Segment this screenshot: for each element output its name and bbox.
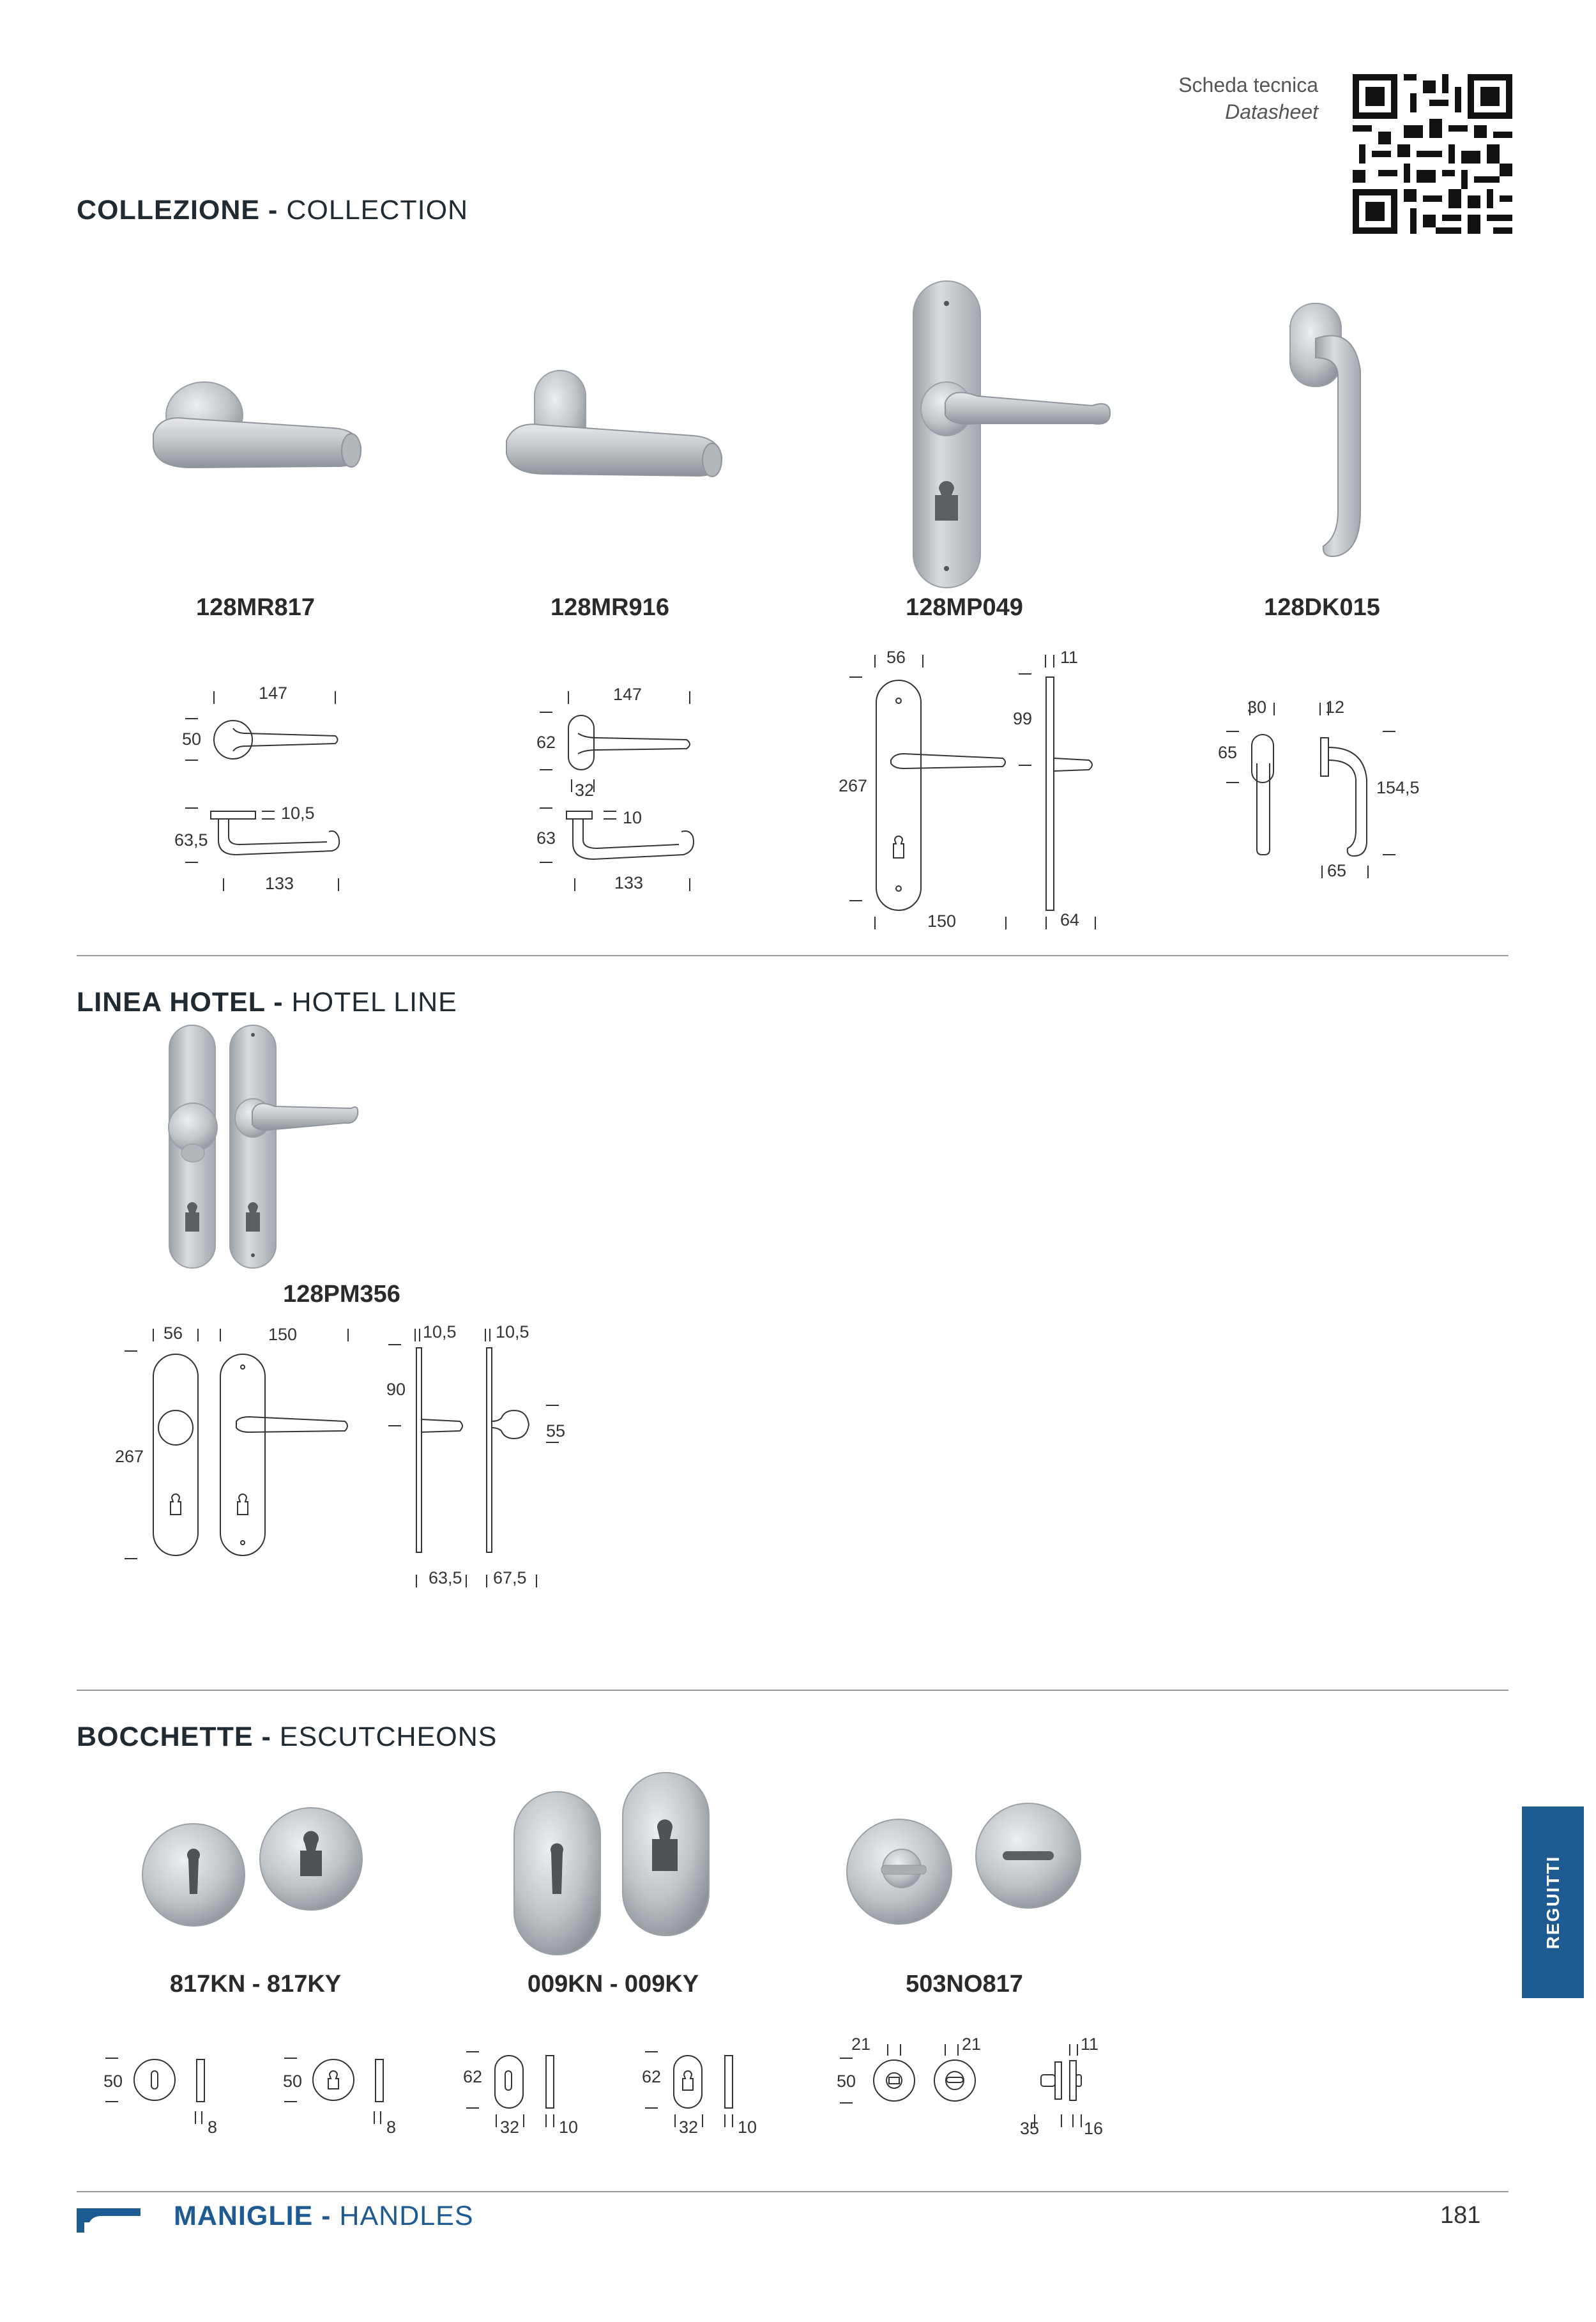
- section-title-hotel: [77, 987, 457, 1018]
- dim-label: 133: [614, 873, 644, 892]
- section-title-collection: [77, 195, 468, 226]
- dim-label: 8: [208, 2118, 218, 2137]
- product-code-128dk015: 128DK015: [1264, 594, 1380, 621]
- section-title-light: ESCUTCHEONS: [271, 1722, 498, 1752]
- dim-label: 55: [546, 1421, 566, 1440]
- dim-label: 65: [1218, 743, 1238, 762]
- dim-label: 147: [259, 684, 288, 703]
- datasheet-label-en: Datasheet: [1225, 100, 1318, 123]
- section-title-light: COLLECTION: [278, 195, 469, 225]
- dim-label: 133: [265, 874, 294, 893]
- dim-label: 147: [613, 685, 642, 704]
- product-code-128mr916: 128MR916: [551, 594, 669, 621]
- dim-label: 150: [268, 1325, 298, 1344]
- dim-label: 62: [463, 2067, 483, 2086]
- dim-label: 267: [115, 1447, 144, 1466]
- dim-label: 56: [886, 648, 906, 667]
- dim-label: 11: [1081, 2035, 1099, 2054]
- escutcheon-photo-503no817: [843, 1795, 1092, 1936]
- section-divider: [77, 1690, 1509, 1691]
- footer-divider: [77, 2191, 1509, 2192]
- brand-logo-icon: [77, 2208, 141, 2233]
- drawing-128pm356: [121, 1322, 581, 1597]
- page-number: 181: [1440, 2202, 1481, 2229]
- escutcheon-photo-009kn-009ky: [508, 1769, 718, 1961]
- dim-label: 65: [1327, 861, 1347, 880]
- footer-title-light: HANDLES: [331, 2201, 474, 2231]
- section-title-bold: COLLEZIONE -: [77, 195, 278, 225]
- brand-side-tab-label: REGUITTI: [1542, 1855, 1563, 1950]
- dim-label: 12: [1325, 698, 1345, 717]
- dim-label: 99: [1013, 709, 1033, 728]
- handle-photo-128mp049: [907, 278, 1124, 591]
- section-title-bold: BOCCHETTE -: [77, 1722, 271, 1752]
- datasheet-label-it: Scheda tecnica: [1178, 73, 1318, 96]
- dim-label: 10,5: [423, 1322, 457, 1341]
- dim-label: 50: [837, 2072, 856, 2091]
- dim-label: 150: [927, 912, 957, 931]
- dim-label: 50: [283, 2072, 303, 2091]
- dim-label: 63,5: [174, 830, 208, 850]
- dim-label: 11: [1060, 648, 1079, 667]
- dim-label: 35: [1020, 2119, 1040, 2138]
- dim-label: 267: [839, 776, 868, 795]
- handle-photo-128mr916: [495, 358, 738, 511]
- footer-title-bold: MANIGLIE -: [174, 2201, 331, 2231]
- dim-label: 67,5: [493, 1568, 527, 1587]
- dim-label: 10: [559, 2118, 579, 2137]
- dim-label: 10: [623, 808, 642, 827]
- product-code-009kn-009ky: 009KN - 009KY: [527, 1971, 699, 1997]
- dim-label: 63,5: [429, 1568, 462, 1587]
- dim-label: 50: [103, 2072, 123, 2091]
- escutcheon-photo-817kn-817ky: [137, 1798, 374, 1939]
- brand-side-tab: [1522, 1806, 1584, 1998]
- product-code-817kn-817ky: 817KN - 817KY: [169, 1971, 342, 1997]
- dim-label: 8: [386, 2118, 397, 2137]
- footer-title: [174, 2201, 474, 2232]
- dim-label: 30: [1247, 698, 1267, 717]
- dim-label: 62: [536, 733, 556, 752]
- product-code-128pm356: 128PM356: [283, 1281, 400, 1308]
- dim-label: 50: [182, 729, 202, 749]
- dim-label: 62: [642, 2067, 662, 2086]
- section-title-light: HOTEL LINE: [283, 987, 457, 1018]
- drawing-128mp049: [843, 648, 1111, 942]
- dim-label: 64: [1060, 910, 1080, 929]
- section-divider: [77, 955, 1509, 956]
- dim-label: 56: [163, 1324, 183, 1343]
- handle-photo-128mr817: [141, 358, 383, 505]
- dim-label: 21: [962, 2035, 982, 2054]
- product-code-503no817: 503NO817: [906, 1971, 1023, 1997]
- dim-label: 90: [386, 1380, 406, 1399]
- section-title-escutcheons: [77, 1722, 497, 1753]
- dim-label: 10,5: [281, 804, 315, 823]
- product-code-128mp049: 128MP049: [906, 594, 1023, 621]
- dim-label: 32: [500, 2118, 520, 2137]
- dim-label: 10,5: [496, 1322, 529, 1341]
- dim-label: 21: [851, 2035, 871, 2054]
- dim-label: 16: [1084, 2119, 1104, 2138]
- escutcheon-drawings: [102, 2044, 1571, 2153]
- handle-photo-128pm356: [147, 1022, 364, 1271]
- product-code-128mr817: 128MR817: [196, 594, 315, 621]
- dim-label: 32: [575, 781, 595, 800]
- datasheet-label: [1178, 72, 1318, 125]
- handle-photo-128dk015: [1277, 300, 1405, 569]
- section-title-bold: LINEA HOTEL -: [77, 987, 284, 1018]
- dim-label: 32: [679, 2118, 699, 2137]
- dim-label: 154,5: [1376, 778, 1420, 797]
- qr-code-icon[interactable]: [1353, 74, 1512, 234]
- dim-label: 63: [536, 829, 556, 848]
- dim-label: 10: [738, 2118, 757, 2137]
